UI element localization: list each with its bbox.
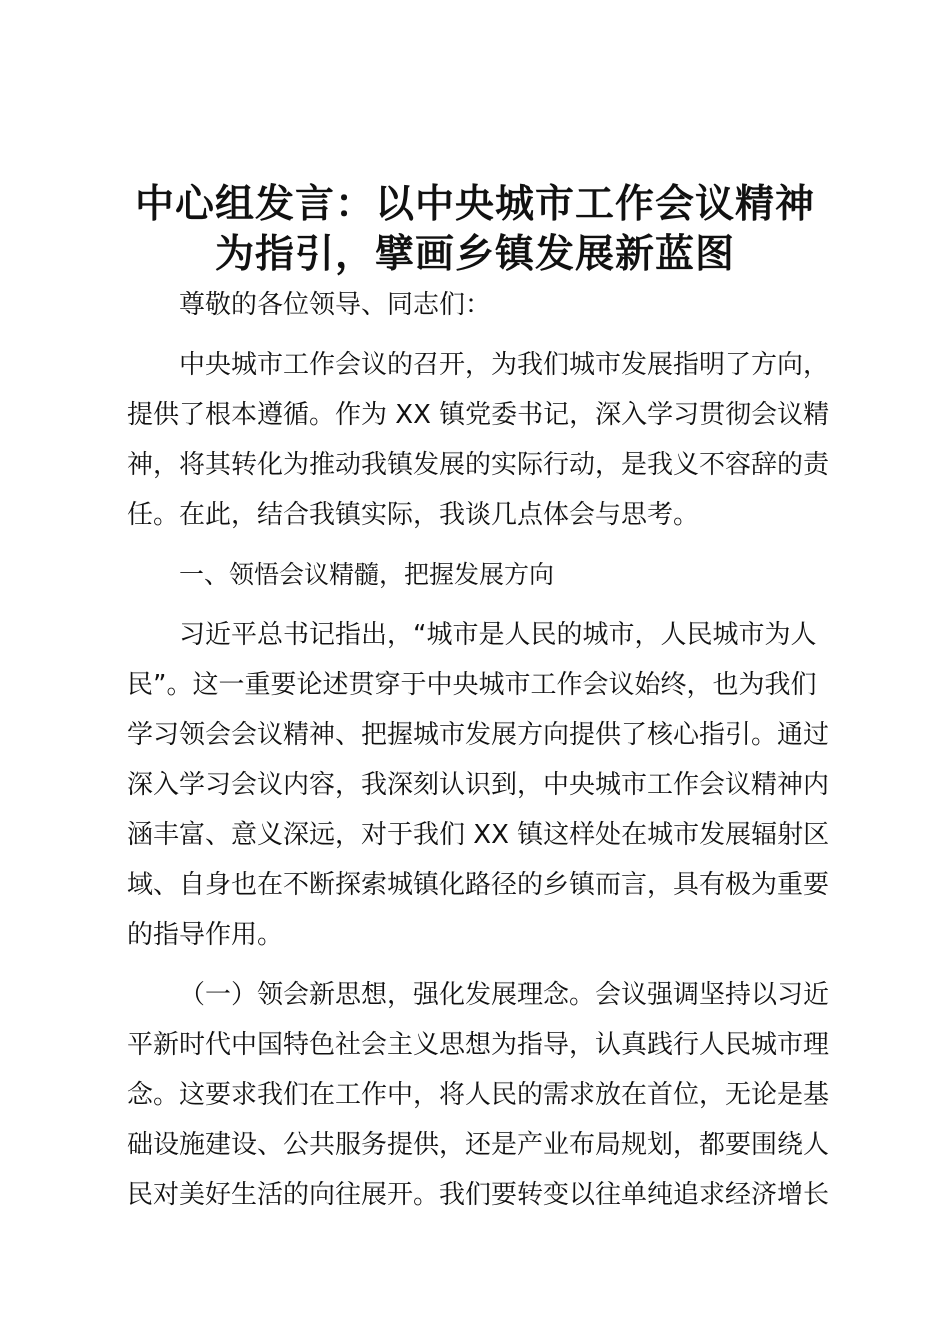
salutation: 尊敬的各位领导、同志们： [179,290,492,320]
paragraph-line: 念。这要求我们在工作中，将人民的需求放在首位，无论是基 [127,1080,830,1110]
paragraph-line: 民”。这一重要论述贯穿于中央城市工作会议始终，也为我们 [127,670,817,700]
paragraph-line: 学习领会会议精神、把握城市发展方向提供了核心指引。通过 [127,720,830,750]
paragraph-line: 神，将其转化为推动我镇发展的实际行动，是我义不容辞的责 [127,450,830,480]
paragraph-line: 提供了根本遵循。作为 XX 镇党委书记，深入学习贯彻会议精 [127,400,830,430]
paragraph-line: 涵丰富、意义深远，对于我们 XX 镇这样处在城市发展辐射区 [127,820,830,850]
title-line-1: 中心组发言：以中央城市工作会议精神 [134,182,815,227]
paragraph-line: 任。在此，结合我镇实际，我谈几点体会与思考。 [127,500,700,530]
paragraph-line: （一）领会新思想，强化发展理念。会议强调坚持以习近 [179,980,830,1010]
paragraph-line: 中央城市工作会议的召开，为我们城市发展指明了方向， [179,350,830,380]
section-heading: 一、领悟会议精髓，把握发展方向 [179,560,555,589]
paragraph-line: 域、自身也在不断探索城镇化路径的乡镇而言，具有极为重要 [127,870,830,900]
document-title [100,180,850,280]
paragraph-line: 平新时代中国特色社会主义思想为指导，认真践行人民城市理 [127,1030,830,1060]
document-body [127,280,833,1220]
paragraph-line: 民对美好生活的向往展开。我们要转变以往单纯追求经济增长 [127,1180,830,1210]
title-line-2: 为指引，擘画乡镇发展新蓝图 [214,232,735,277]
paragraph-line: 的指导作用。 [127,920,284,950]
paragraph-line: 础设施建设、公共服务提供，还是产业布局规划，都要围绕人 [127,1130,830,1160]
paragraph-line: 习近平总书记指出，“城市是人民的城市，人民城市为人 [179,620,817,650]
paragraph-line: 深入学习会议内容，我深刻认识到，中央城市工作会议精神内 [127,770,830,800]
